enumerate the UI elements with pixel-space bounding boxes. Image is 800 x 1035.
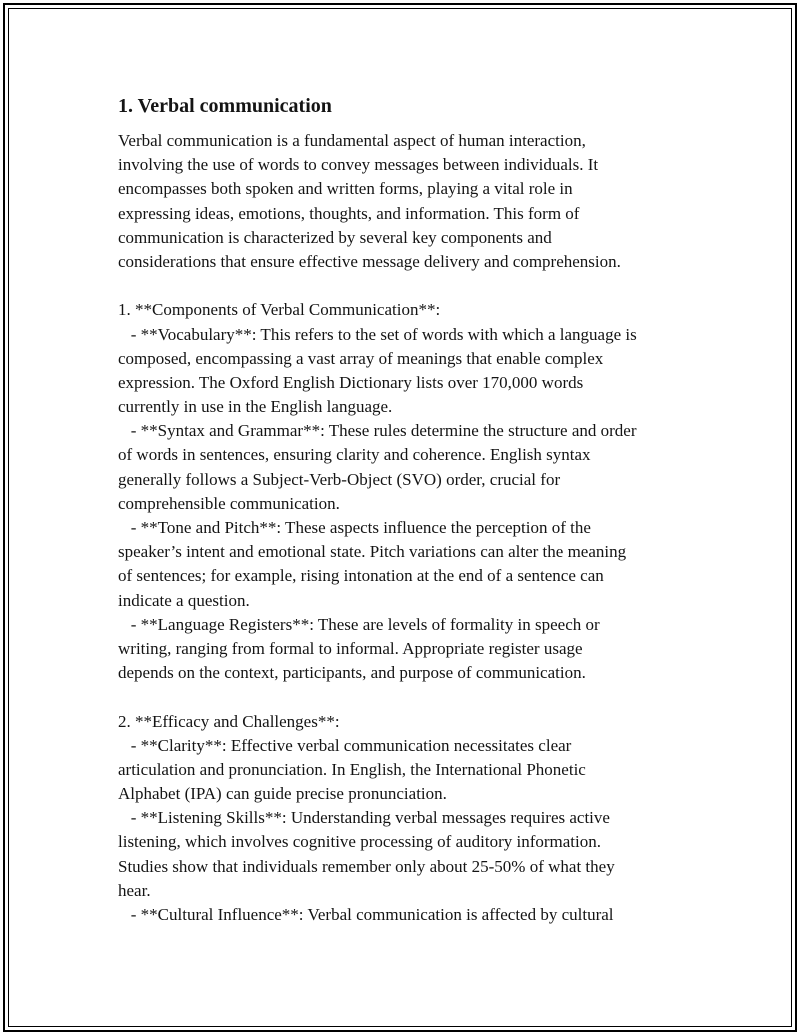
- text-line: - **Language Registers**: These are levels of formality in speech or: [118, 614, 600, 634]
- text-line: Alphabet (IPA) can guide precise pronunciation.: [118, 784, 447, 804]
- text-line: considerations that ensure effective message delivery and comprehension.: [118, 251, 621, 271]
- text-line: communication is characterized by several key components and: [118, 227, 552, 247]
- text-line: generally follows a Subject-Verb-Object (SVO) order, crucial for: [118, 469, 561, 489]
- text-line: indicate a question.: [118, 590, 250, 610]
- text-line: hear.: [118, 880, 151, 900]
- body-text: [118, 129, 688, 927]
- text-line: listening, which involves cognitive processing of auditory information.: [118, 832, 601, 852]
- text-line: comprehensible communication.: [118, 493, 340, 513]
- text-line: 1. **Components of Verbal Communication**:: [118, 300, 441, 320]
- text-line: involving the use of words to convey messages between individuals. It: [118, 155, 599, 175]
- text-line: currently in use in the English language.: [118, 397, 393, 417]
- text-line: speaker’s intent and emotional state. Pitch variations can alter the meaning: [118, 542, 627, 562]
- text-line: composed, encompassing a vast array of meanings that enable complex: [118, 348, 604, 368]
- text-line: depends on the context, participants, and purpose of communication.: [118, 663, 586, 683]
- text-line: 2. **Efficacy and Challenges**:: [118, 711, 340, 731]
- text-line: of sentences; for example, rising intonation at the end of a sentence can: [118, 566, 604, 586]
- section-heading: 1. Verbal communication: [118, 95, 332, 117]
- text-line: encompasses both spoken and written forms, playing a vital role in: [118, 179, 573, 199]
- document-page: [118, 92, 688, 927]
- text-line: expressing ideas, emotions, thoughts, and information. This form of: [118, 203, 580, 223]
- text-line: - **Vocabulary**: This refers to the set of words with which a language is: [118, 324, 637, 344]
- text-line: - **Syntax and Grammar**: These rules determine the structure and order: [118, 421, 637, 441]
- text-line: - **Cultural Influence**: Verbal communication is affected by cultural: [118, 905, 614, 924]
- text-line: of words in sentences, ensuring clarity and coherence. English syntax: [118, 445, 591, 465]
- text-line: writing, ranging from formal to informal. Appropriate register usage: [118, 638, 583, 658]
- text-line: Studies show that individuals remember only about 25-50% of what they: [118, 856, 615, 876]
- blank-line: [118, 274, 688, 298]
- blank-line: [118, 685, 688, 709]
- text-line: - **Listening Skills**: Understanding verbal messages requires active: [118, 808, 610, 828]
- text-line: - **Clarity**: Effective verbal communication necessitates clear: [118, 735, 572, 755]
- text-line: - **Tone and Pitch**: These aspects influence the perception of the: [118, 518, 591, 537]
- text-line: Verbal communication is a fundamental aspect of human interaction,: [118, 131, 586, 150]
- text-line: articulation and pronunciation. In English, the International Phonetic: [118, 759, 586, 779]
- text-line: expression. The Oxford English Dictionary lists over 170,000 words: [118, 372, 584, 392]
